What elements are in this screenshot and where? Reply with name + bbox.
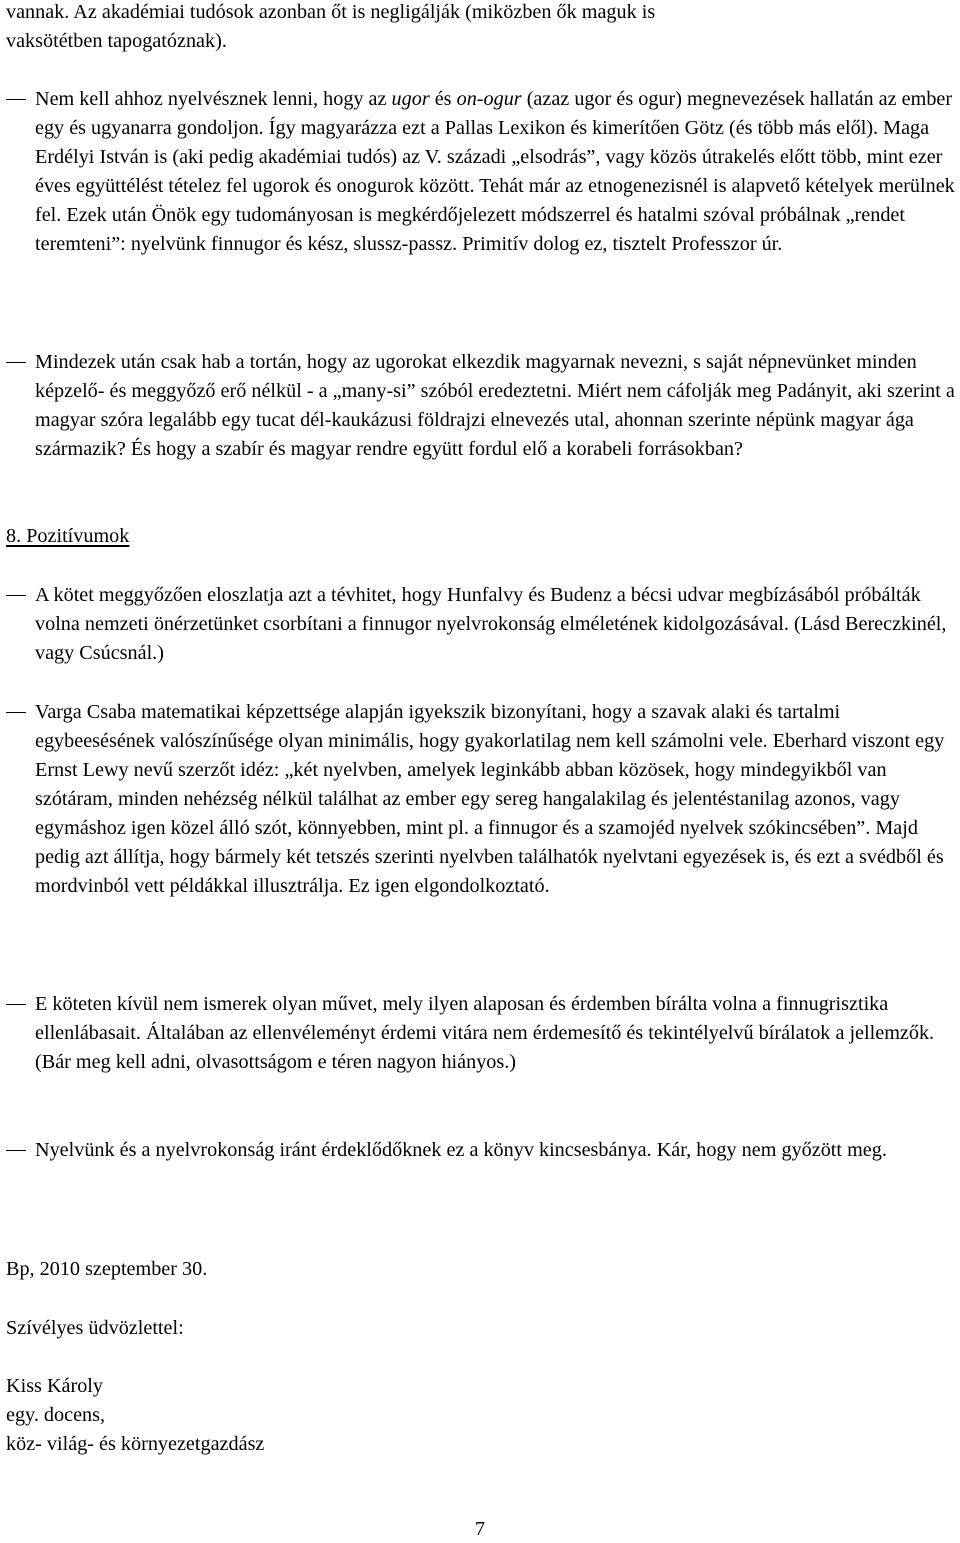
emphasis-on-ogur: on-ogur (456, 88, 522, 110)
closing-greeting: Szívélyes üdvözlettel: (6, 1317, 184, 1339)
signer-department: köz- világ- és környezetgazdász (6, 1433, 265, 1455)
dash-bullet-icon (6, 99, 26, 100)
signer-name: Kiss Károly (6, 1375, 104, 1397)
dash-bullet-icon (6, 362, 26, 363)
bullet-text: Mindezek után csak hab a tortán, hogy az ugorokat elkezdik magyarnak nevezni, s saját népnevünket minden képzelő- és meggyőző erő nélkül - a „many-si” szóból eredeztetni. Miért nem cáfolják meg Padányit, aki szerint a magyar szóra legalább egy tucat dél-kaukázusi földrajzi elnevezés utal, ahonnan szerinte népünk magyar ága származik? És hogy a szabír és magyar rendre együtt fordul elő a korabeli forrásokban? (35, 351, 955, 460)
closing-date: Bp, 2010 szeptember 30. (6, 1258, 208, 1280)
page-number: 7 (475, 1518, 485, 1540)
section-heading-wrapper (6, 522, 129, 551)
intro-line-1: vannak. Az akadémiai tudósok azonban őt is negligálják (miközben ők maguk is (6, 1, 656, 23)
bullet-paragraph-ugor (6, 85, 960, 259)
bullet-paragraph-varga (6, 698, 960, 901)
dash-bullet-icon (6, 595, 26, 596)
dash-bullet-icon (6, 1150, 26, 1151)
bullet-paragraph-kincsesbanya (6, 1136, 960, 1165)
section-heading: 8. Pozitívumok (6, 525, 130, 547)
intro-line-2: vaksötétben tapogatóznak). (6, 30, 227, 52)
bullet-text: Nem kell ahhoz nyelvésznek lenni, hogy az ugor és on-ogur (azaz ugor és ogur) megnevezések hallatán az ember egy és ugyanarra gondoljon. Így magyarázza ezt a Pallas Lexikon és kimerítően Götz (és több más elől). Maga Erdélyi István is (aki pedig akadémiai tudós) az V. századi „elsodrás”, vagy közös útrakelés előtt több, mint ezer éves együttélést tételez fel ugorok és onogurok között. Tehát már az etnogenezisnél is alapvető kételyek merülnek fel. Ezek után Önök egy tudományosan is megkérdőjelezett módszerrel és hatalmi szóval próbálnak „rendet teremteni”: nyelvünk finnugor és kész, slussz-passz. Primitív dolog ez, tisztelt Professzor úr. (35, 88, 955, 255)
bullet-text: Nyelvünk és a nyelvrokonság iránt érdeklődőknek ez a könyv kincsesbánya. Kár, hogy nem győzött meg. (35, 1139, 887, 1161)
bullet-text: E köteten kívül nem ismerek olyan művet, mely ilyen alaposan és érdemben bírálta volna a finnugrisztika ellenlábasait. Általában az ellenvéleményt érdemi vitára nem érdemesítő és tekintélyelvű bírálatok a jellemzők.(Bár meg kell adni, olvasottságom e téren nagyon hiányos.) (35, 993, 935, 1073)
signature-block (6, 1372, 264, 1459)
bullet-text: A kötet meggyőzően eloszlatja azt a tévhitet, hogy Hunfalvy és Budenz a bécsi udvar megbízásából próbálták volna nemzeti önérzetünket csorbítani a finnugor nyelvrokonság elméletének kidolgozásával. (Lásd Bereczkinél, vagy Csúcsnál.) (35, 584, 947, 664)
signer-title: egy. docens, (6, 1404, 106, 1426)
emphasis-ugor: ugor (391, 88, 430, 110)
bullet-text: Varga Csaba matematikai képzettsége alapján igyekszik bizonyítani, hogy a szavak alaki és tartalmi egybeesésének valószínűsége olyan minimális, hogy gyakorlatilag nem kell számolni vele. Eberhard viszont egy Ernst Lewy nevű szerzőt idéz: „két nyelvben, amelyek leginkább abban közösek, hogy mindegyikből van szótáram, minden nehézség nélkül találhat az ember egy sereg hangalakilag és jelentéstanilag azonos, vagy egymáshoz igen közel álló szót, könnyebben, mint pl. a finnugor és a szamojéd nyelvek szókincsében”. Majd pedig azt állítja, hogy bármely két tetszés szerinti nyelvben találhatók nyelvtani egyezések is, és ezt a svédből és mordvinból vett példákkal illusztrálja. Ez igen elgondolkoztató. (35, 701, 945, 897)
dash-bullet-icon (6, 1004, 26, 1005)
intro-paragraph (6, 0, 960, 56)
dash-bullet-icon (6, 712, 26, 713)
bullet-paragraph-koteten (6, 990, 960, 1077)
bullet-paragraph-mindezek (6, 348, 960, 464)
bullet-paragraph-hunfalvy (6, 581, 960, 668)
